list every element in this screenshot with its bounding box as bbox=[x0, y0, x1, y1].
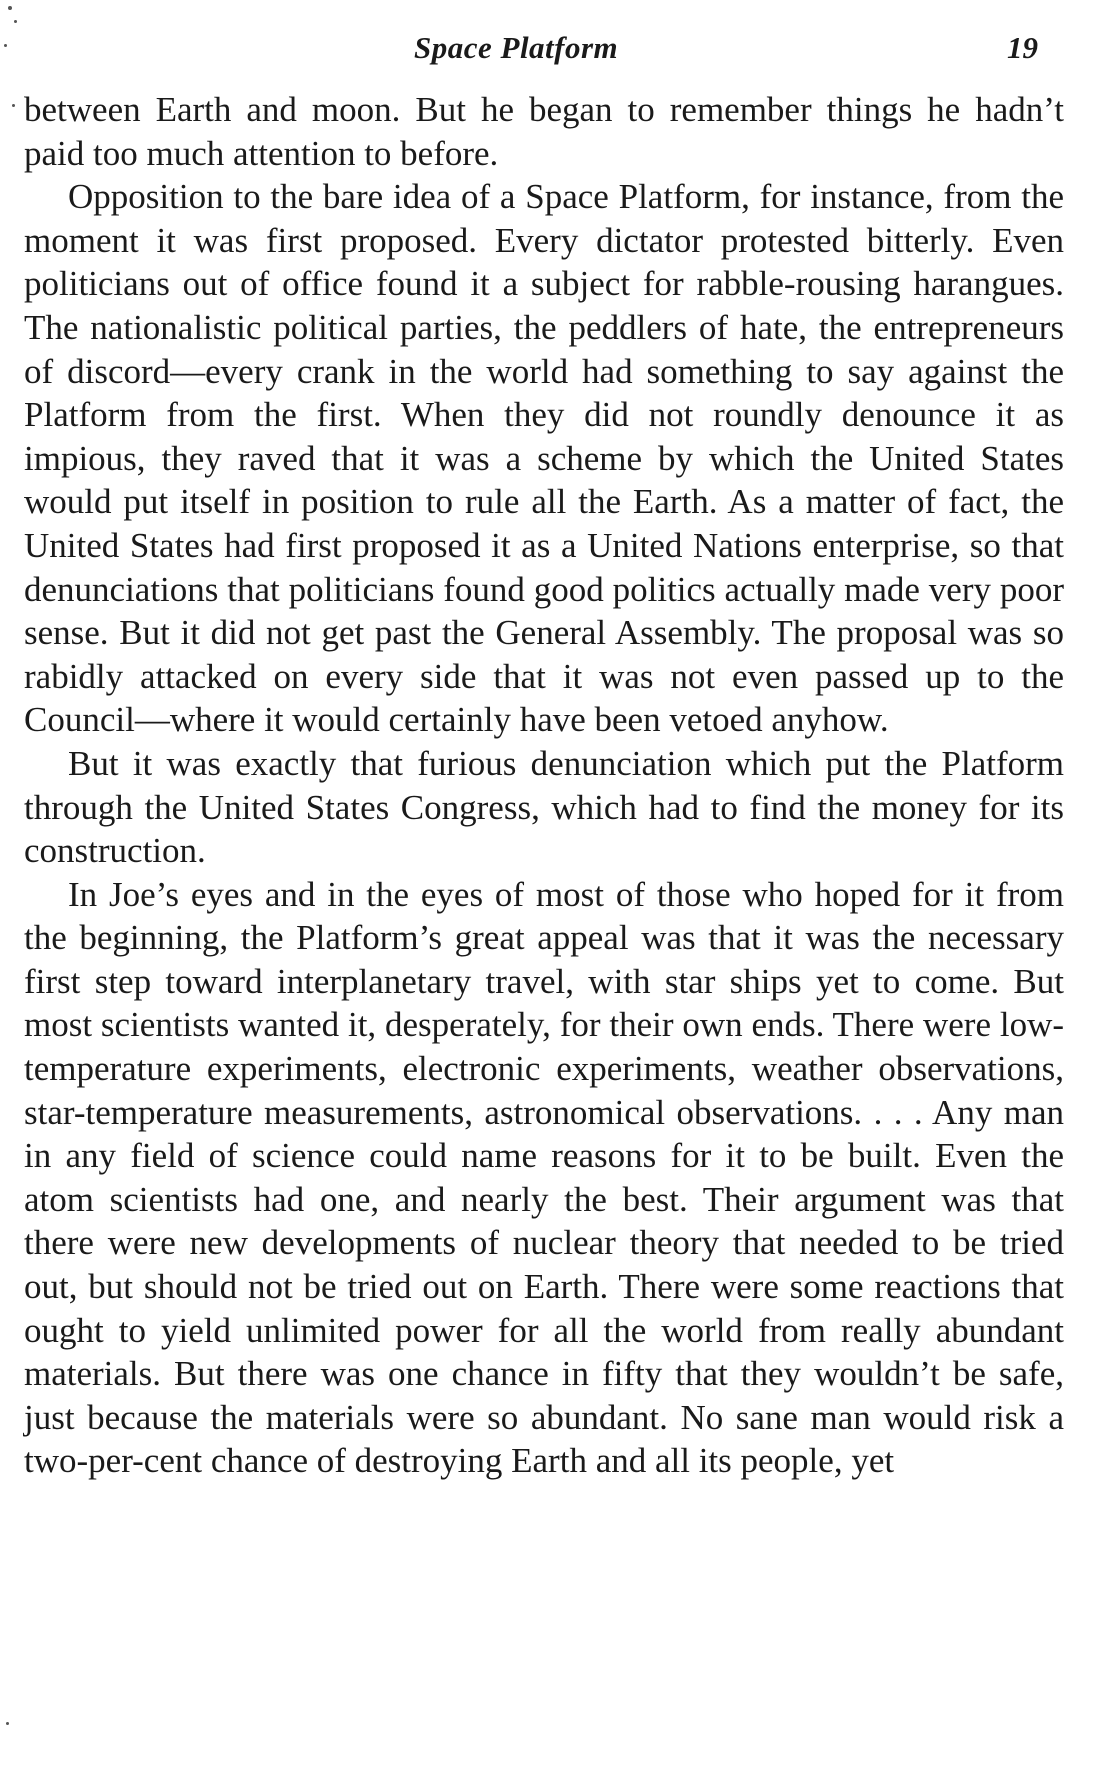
paragraph: In Joe’s eyes and in the eyes of most of those who hoped for it from the beginning, the Platform’s great appeal was that it was the necessary first step toward interplanetary travel, with star ships yet to come. But most scientists wanted it, desperately, for their own ends. There were low-temperature experiments, electronic experiments, weather observations, star-temperature measurements, astronomical observations. . . . Any man in any field of science could name reasons for it to be built. Even the atom scientists had one, and nearly the best. Their argument was that there were new developments of nuclear theory that needed to be tried out, but should not be tried out on Earth. There were some reactions that ought to yield unlimited power for all the world from really abundant materials. But there was one chance in fifty that they wouldn’t be safe, just because the materials were so abundant. No sane man would risk a two-per-cent chance of destroying Earth and all its people, yet bbox=[24, 874, 1064, 1481]
scan-speck bbox=[6, 1722, 9, 1725]
running-title: Space Platform bbox=[414, 30, 619, 65]
body-text bbox=[24, 88, 1064, 1483]
scan-speck bbox=[8, 6, 12, 10]
paragraph: But it was exactly that furious denunciation which put the Platform through the United States Congress, which had to find the money for its construction. bbox=[24, 743, 1064, 871]
scan-speck bbox=[14, 20, 17, 23]
running-head bbox=[0, 30, 1107, 74]
scan-speck bbox=[12, 104, 15, 107]
paragraph: Opposition to the bare idea of a Space Platform, for instance, from the moment it was first proposed. Every dictator protested bitterly. Even politicians out of office found it a subject for rabble-rousing harangues. The nationalistic political parties, the peddlers of hate, the entrepreneurs of discord—every crank in the world had something to say against the Platform from the first. When they did not roundly denounce it as impious, they raved that it was a scheme by which the United States would put itself in position to rule all the Earth. As a matter of fact, the United States had first proposed it as a United Nations enterprise, so that denunciations that politicians found good politics actually made very poor sense. But it did not get past the General Assembly. The proposal was so rabidly attacked on every side that it was not even passed up to the Council—where it would certainly have been vetoed anyhow. bbox=[24, 177, 1064, 740]
page-number: 19 bbox=[1007, 30, 1038, 65]
paragraph-continued: between Earth and moon. But he began to remember things he hadn’t paid too much attention to before. bbox=[24, 90, 1064, 173]
